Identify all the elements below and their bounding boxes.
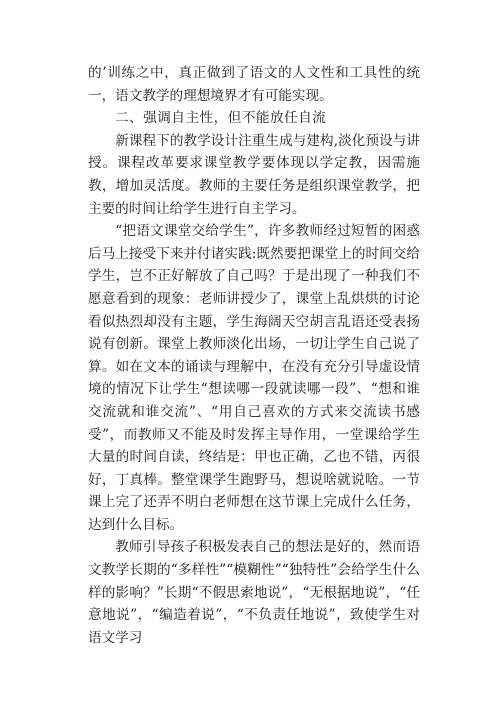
section-heading: 二、强调自主性，但不能放任自流	[115, 110, 327, 127]
paragraph-3: 教师引导孩子积极发表自己的想法是好的，然而语文教学长期的“多样性”“模糊性”“独特性”会给学生什么样的影响？”长期“不假思索地说”，“无根据地说”，“任意地说”，“编造着说”，“不负责任地说”，致使学生对语文学习	[88, 539, 420, 646]
paragraph-2: “把语文课堂交给学生”，许多教师经过短暂的困惑后马上接受下来并付诸实践:既然要把课堂上的时间交给学生，岂不正好解放了自己吗？于是出现了一种我们不愿意看到的现象：老师讲授少了，课堂上乱烘烘的讨论看似热烈却没有主题，学生海阔天空胡言乱语还受表扬说有创新。课堂上教师淡化出场，一切让学生自己说了算。如在文本的诵读与理解中，在没有充分引导虚设情境的情况下让学生“想读哪一段就读哪一段”、“想和谁交流就和谁交流”、“用自己喜欢的方式来交流读书感受”，而教师又不能及时发挥主导作用，一堂课给学生大量的时间自读，终结是：甲也正确，乙也不错，丙很好，丁真棒。整堂课学生跑野马，想说啥就说啥。一节课上完了还弄不明白老师想在这节课上完成什么任务，达到什么目标。	[88, 223, 420, 533]
document-body	[88, 62, 420, 649]
paragraph-1: 新课程下的教学设计注重生成与建构,淡化预设与讲授。课程改革要求课堂教学要体现以学定教，因需施教，增加灵活度。教师的主要任务是组织课堂教学，把主要的时间让给学生进行自主学习。	[88, 132, 420, 217]
paragraph-continuation: 的’训练之中，真正做到了语文的人文性和工具性的统一，语文教学的理想境界才有可能实现。	[88, 65, 420, 104]
